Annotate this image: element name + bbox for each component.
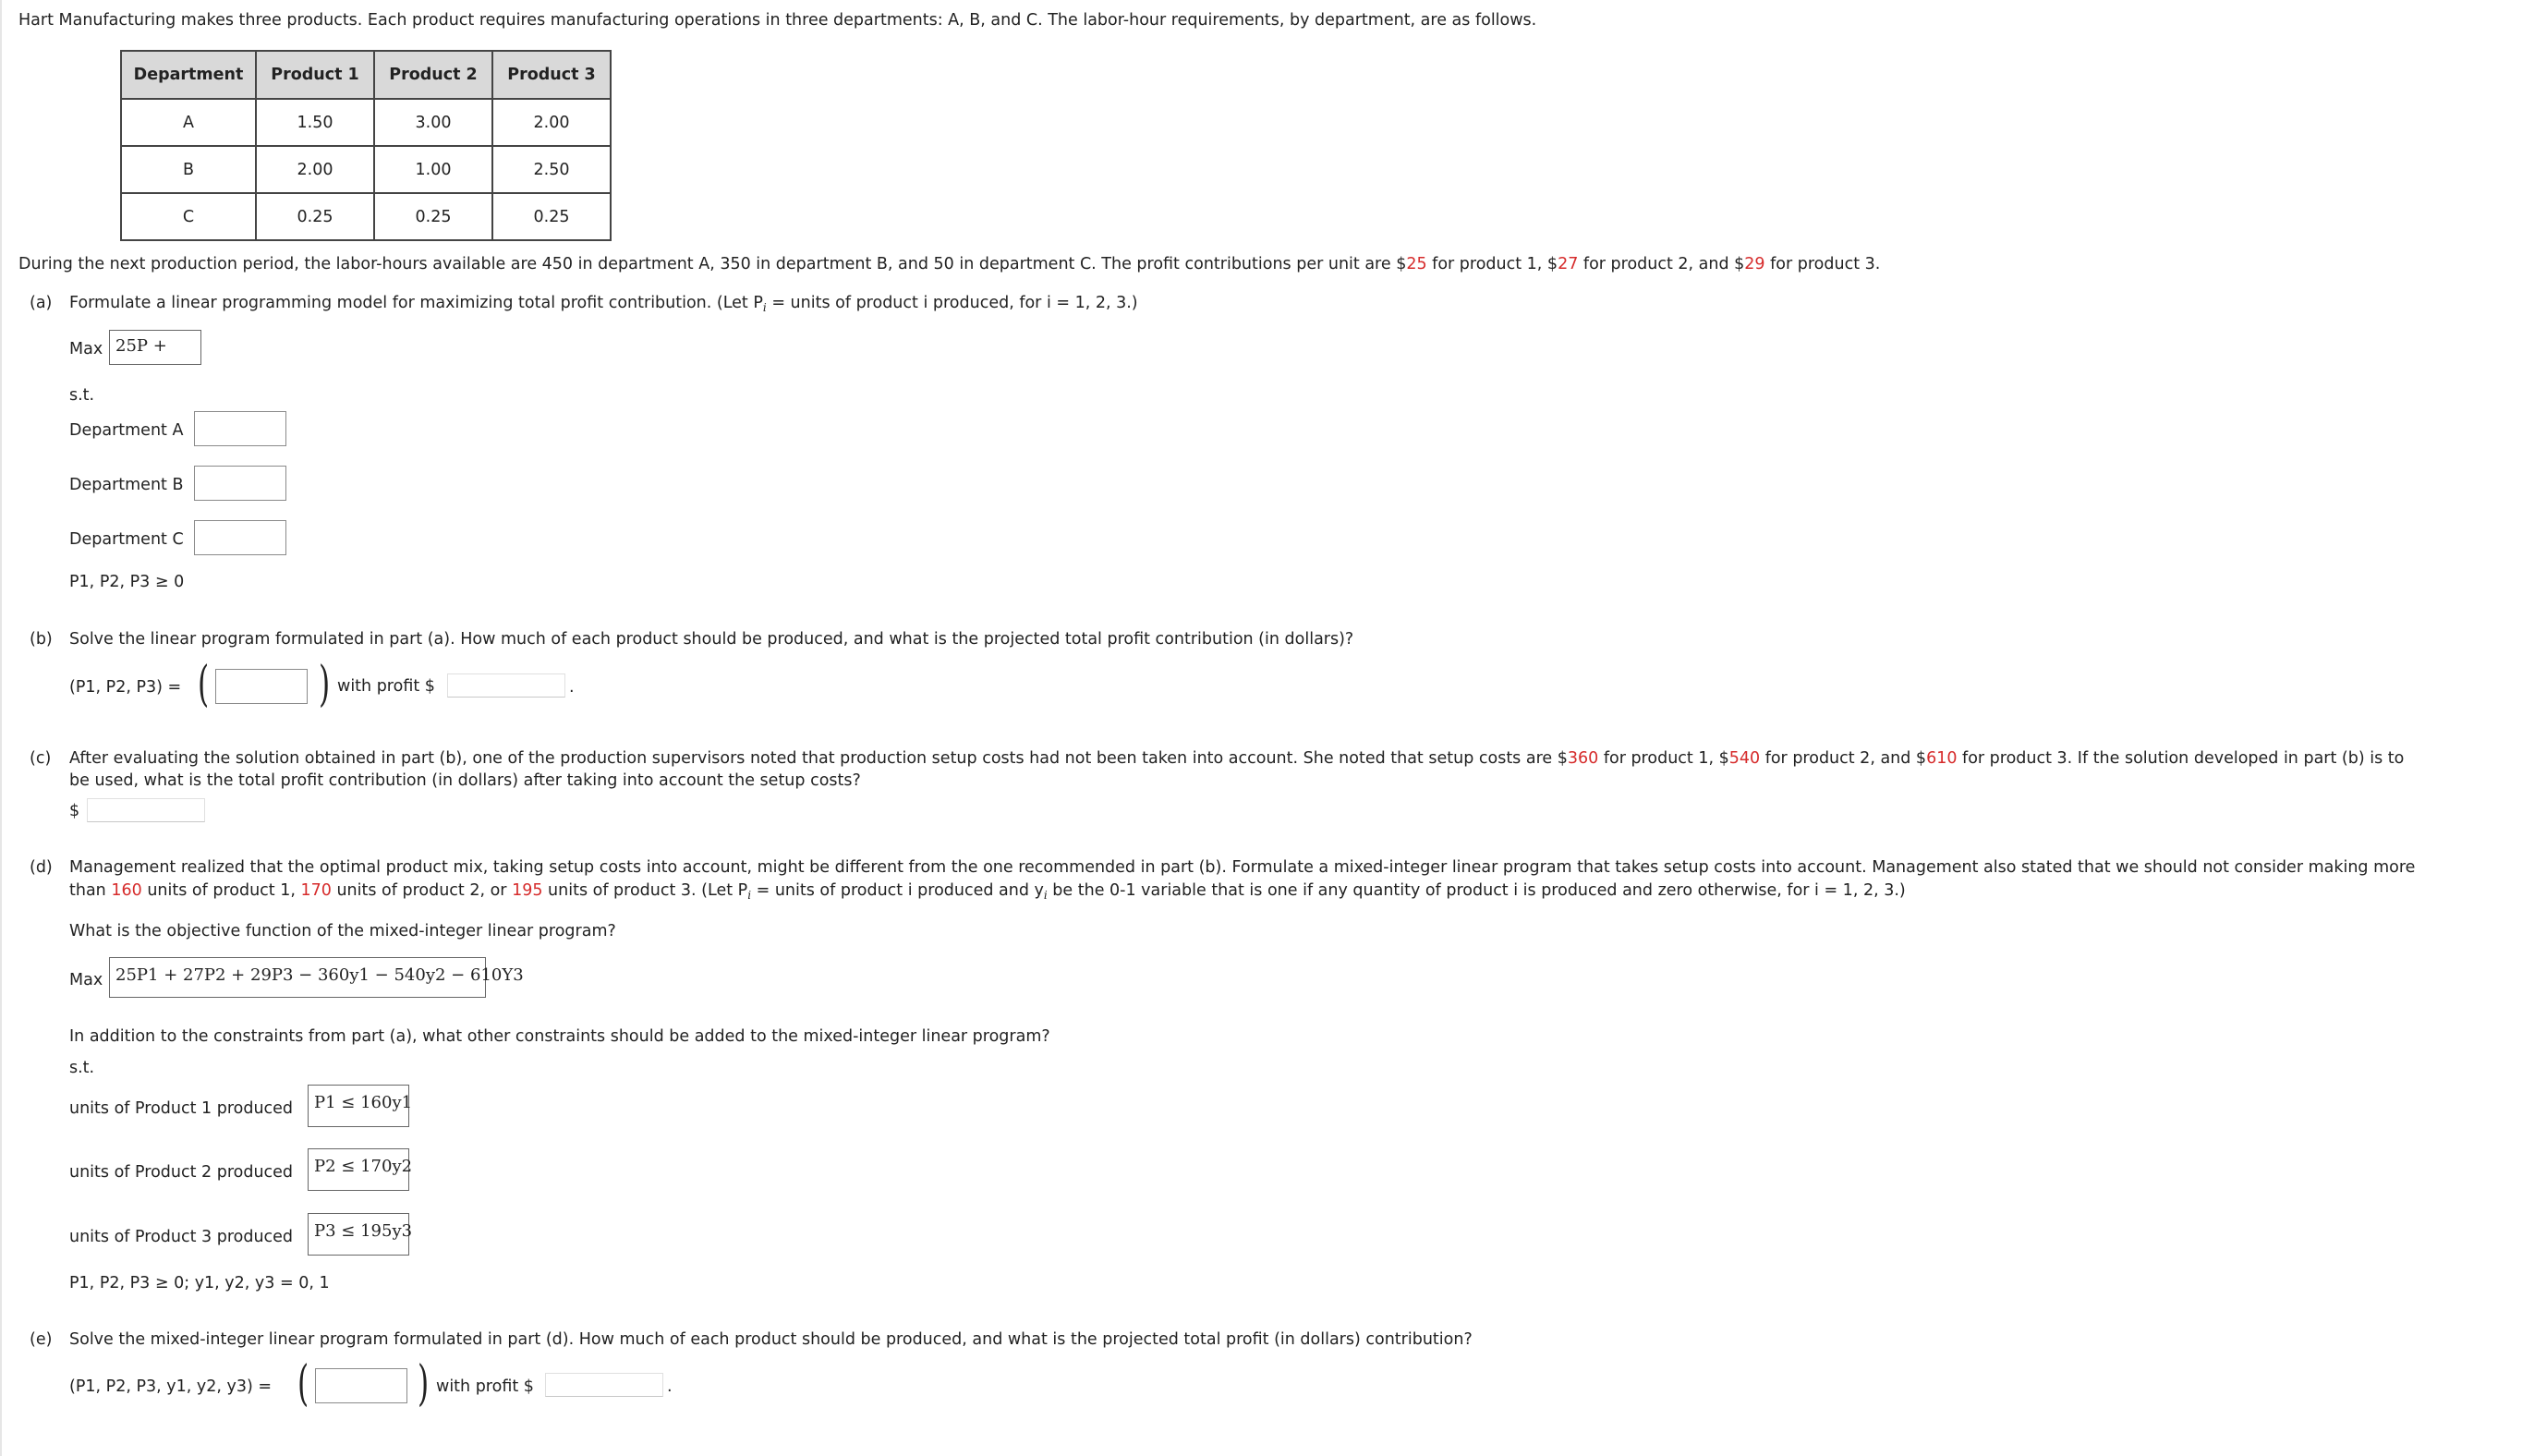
text-span: i — [762, 301, 767, 314]
dept-b-label: Department B — [69, 476, 184, 494]
dept-a-label: Department A — [69, 421, 184, 440]
text-span: units of product 1, — [141, 881, 301, 900]
dept-a-constraint-input[interactable] — [194, 411, 286, 446]
text-span: i — [1043, 889, 1048, 902]
table-cell: 3.00 — [374, 99, 492, 146]
text-span: units of product 2, or — [331, 881, 513, 900]
objective-input-d[interactable]: 25P1 + 27P2 + 29P3 − 360y1 − 540y2 − 610Y3 — [109, 957, 486, 998]
domain-text: P1, P2, P3 ≥ 0; y1, y2, y3 = 0, 1 — [69, 1274, 330, 1292]
constraints-question: In addition to the constraints from part (a), what other constraints should be added to the mixed-integer linear program? — [69, 1027, 1050, 1046]
header-product-1: Product 1 — [256, 51, 374, 99]
text-span: = units of product i produced and y — [751, 881, 1044, 900]
part-c-line-2: be used, what is the total profit contribution (in dollars) after taking into account the setup costs? — [69, 771, 861, 790]
left-paren: ( — [198, 657, 210, 712]
header-product-3: Product 3 — [492, 51, 611, 99]
table-cell: 0.25 — [374, 193, 492, 240]
part-b-tuple: (P1, P2, P3) = — [69, 678, 182, 697]
part-d-line-1: Management realized that the optimal product mix, taking setup costs into account, might be different from the one recommended in part (b). Formulate a mixed-integer linear program that takes setup costs into account. Management also stated that we should not consider making more — [69, 858, 2416, 877]
dept-c-label: Department C — [69, 530, 184, 549]
product-mix-input-b[interactable] — [215, 669, 308, 704]
st-label: s.t. — [69, 386, 95, 405]
setup-cost-3: 610 — [1926, 749, 1958, 768]
limit-product-3: 195 — [512, 881, 543, 900]
text-span: be the 0-1 variable that is one if any quantity of product i is produced and zero otherwise, for i = 1, 2, 3.) — [1047, 881, 1906, 900]
profit-product-1: 25 — [1406, 255, 1427, 273]
header-product-2: Product 2 — [374, 51, 492, 99]
part-b-label: (b) — [30, 630, 53, 649]
part-d-line-2 — [69, 881, 1906, 902]
table-row — [121, 146, 611, 193]
availability-text — [18, 255, 1880, 273]
period: . — [667, 1377, 673, 1396]
table-row — [121, 99, 611, 146]
limit-product-2: 170 — [300, 881, 332, 900]
left-paren: ( — [297, 1356, 309, 1412]
setup-cost-1: 360 — [1567, 749, 1599, 768]
part-e-tuple: (P1, P2, P3, y1, y2, y3) = — [69, 1377, 273, 1396]
table-cell: 0.25 — [492, 193, 611, 240]
profit-product-3: 29 — [1744, 255, 1765, 273]
table-cell: 0.25 — [256, 193, 374, 240]
period: . — [569, 678, 575, 697]
part-d-label: (d) — [30, 858, 53, 877]
part-b-question: Solve the linear program formulated in part (a). How much of each product should be produced, and what is the projected total profit contribution (in dollars)? — [69, 630, 1354, 649]
table-cell: 2.00 — [256, 146, 374, 193]
profit-input-b[interactable] — [447, 673, 565, 698]
table-cell: C — [121, 193, 256, 240]
text-span: than — [69, 881, 112, 900]
left-border — [0, 0, 2, 1456]
with-profit-label: with profit $ — [436, 1377, 534, 1396]
part-a-label: (a) — [30, 294, 53, 312]
product-3-constraint-label: units of Product 3 produced — [69, 1228, 294, 1246]
table-row — [121, 193, 611, 240]
text-span: for product 2, and $ — [1760, 749, 1927, 768]
setup-cost-2: 540 — [1728, 749, 1761, 768]
text-span: for product 1, $ — [1426, 255, 1558, 273]
text-span: During the next production period, the labor-hours available are 450 in department A, 350 in department B, and 50 in department C. The profit contributions per unit are $ — [18, 255, 1407, 273]
product-3-constraint-input[interactable]: P3 ≤ 195y3 — [308, 1213, 409, 1256]
dept-c-constraint-input[interactable] — [194, 520, 286, 555]
profit-input-e[interactable] — [545, 1373, 663, 1397]
profit-product-2: 27 — [1558, 255, 1579, 273]
part-c-label: (c) — [30, 749, 52, 768]
labor-hours-table — [120, 50, 612, 241]
product-mix-input-e[interactable] — [315, 1368, 407, 1403]
max-label: Max — [69, 971, 103, 989]
part-a-question — [69, 294, 1138, 314]
text-span: for product 3. If the solution developed in part (b) is to — [1957, 749, 2405, 768]
text-span: i — [747, 889, 752, 902]
table-cell: 2.00 — [492, 99, 611, 146]
product-2-constraint-label: units of Product 2 produced — [69, 1163, 294, 1182]
objective-input-a[interactable]: 25P + — [109, 330, 201, 365]
part-e-question: Solve the mixed-integer linear program formulated in part (d). How much of each product should be produced, and what is the projected total profit (in dollars) contribution? — [69, 1330, 1473, 1349]
table-cell: 1.00 — [374, 146, 492, 193]
text-span: units of product 3. (Let P — [542, 881, 748, 900]
product-1-constraint-input[interactable]: P1 ≤ 160y1 — [308, 1085, 409, 1127]
intro-text: Hart Manufacturing makes three products. Each product requires manufacturing operations in three departments: A, B, and C. The labor-hour requirements, by department, are as follows. — [18, 11, 1537, 30]
dollar-sign: $ — [69, 802, 80, 820]
max-label: Max — [69, 340, 103, 358]
dept-b-constraint-input[interactable] — [194, 466, 286, 501]
product-1-constraint-label: units of Product 1 produced — [69, 1099, 294, 1118]
limit-product-1: 160 — [111, 881, 142, 900]
text-span: for product 2, and $ — [1578, 255, 1745, 273]
objective-question: What is the objective function of the mixed-integer linear program? — [69, 922, 616, 940]
with-profit-label: with profit $ — [337, 677, 435, 696]
nonnegativity-text: P1, P2, P3 ≥ 0 — [69, 573, 185, 591]
table-cell: B — [121, 146, 256, 193]
table-header-row — [121, 51, 611, 99]
header-department: Department — [121, 51, 256, 99]
product-2-constraint-input[interactable]: P2 ≤ 170y2 — [308, 1148, 409, 1191]
text-span: for product 1, $ — [1598, 749, 1729, 768]
right-paren: ) — [319, 657, 331, 712]
text-span: After evaluating the solution obtained in part (b), one of the production supervisors noted that production setup costs had not been taken into account. She noted that setup costs are $ — [69, 749, 1568, 768]
table-cell: 1.50 — [256, 99, 374, 146]
part-e-label: (e) — [30, 1330, 53, 1349]
table-cell: A — [121, 99, 256, 146]
table-cell: 2.50 — [492, 146, 611, 193]
profit-input-c[interactable] — [87, 798, 205, 822]
text-span: = units of product i produced, for i = 1, 2, 3.) — [766, 294, 1138, 312]
right-paren: ) — [418, 1356, 430, 1412]
text-span: Formulate a linear programming model for maximizing total profit contribution. (Let P — [69, 294, 763, 312]
st-label: s.t. — [69, 1059, 95, 1077]
part-c-line-1 — [69, 749, 2404, 768]
text-span: for product 3. — [1764, 255, 1881, 273]
